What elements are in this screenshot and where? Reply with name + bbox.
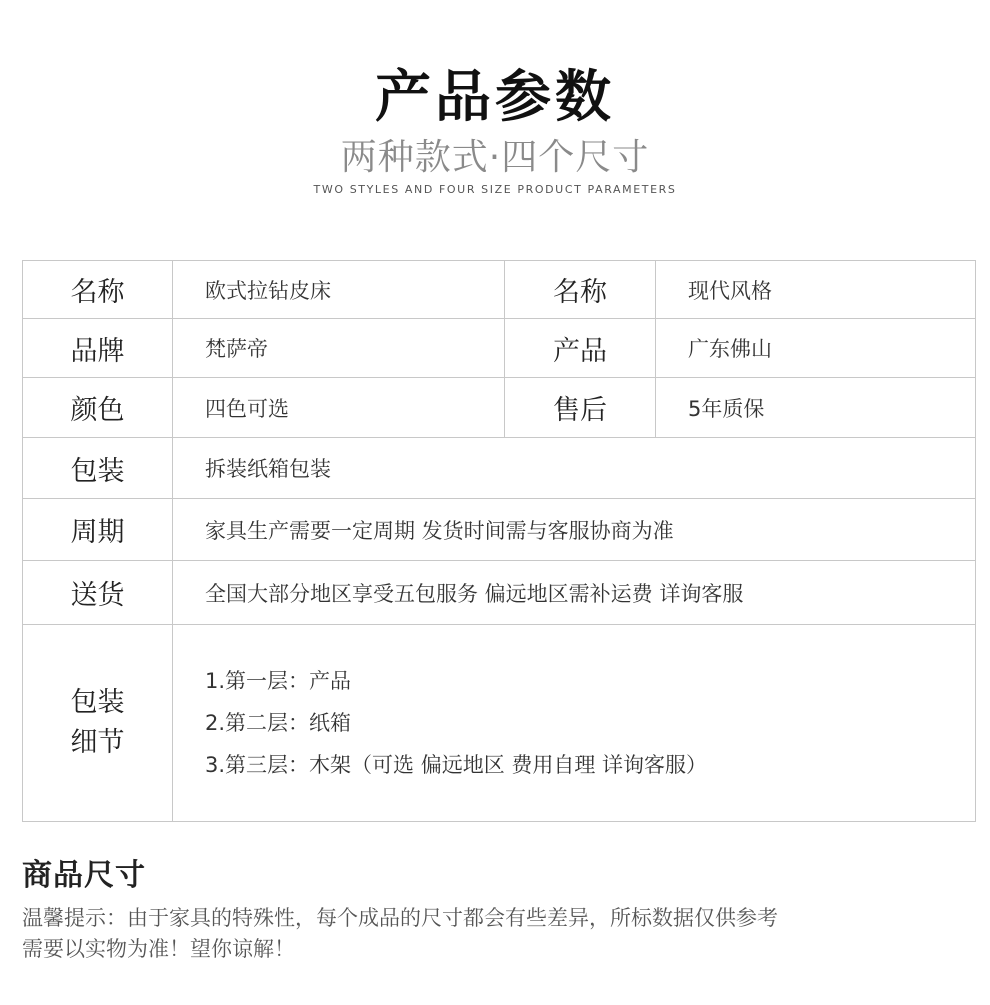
label-origin: 产品 bbox=[505, 319, 656, 378]
table-row bbox=[23, 561, 976, 625]
value-product-name: 欧式拉钻皮床 bbox=[173, 261, 505, 319]
notice-line: 需要以实物为准！望你谅解！ bbox=[22, 937, 295, 961]
value-color: 四色可选 bbox=[173, 378, 505, 438]
list-item: 2.第二层：纸箱 bbox=[205, 711, 352, 735]
label-color: 颜色 bbox=[23, 378, 173, 438]
value-origin: 广东佛山 bbox=[656, 319, 976, 378]
value-after-sales: 5年质保 bbox=[656, 378, 976, 438]
label-packaging-details bbox=[23, 625, 173, 822]
label-line: 细节 bbox=[70, 727, 125, 758]
label-after-sales: 售后 bbox=[505, 378, 656, 438]
value-delivery: 全国大部分地区享受五包服务 偏远地区需补运费 详询客服 bbox=[173, 561, 976, 625]
label-lead-time: 周期 bbox=[23, 499, 173, 561]
parameters-table bbox=[22, 260, 976, 822]
value-brand: 梵萨帝 bbox=[173, 319, 505, 378]
page-subtitle: 两种款式·四个尺寸 bbox=[340, 137, 650, 178]
label-delivery: 送货 bbox=[23, 561, 173, 625]
table-row bbox=[23, 319, 976, 378]
size-section-title: 商品尺寸 bbox=[22, 858, 146, 893]
list-item: 3.第三层：木架（可选 偏远地区 费用自理 详询客服） bbox=[205, 753, 708, 777]
table-row bbox=[23, 261, 976, 319]
list-item: 1.第一层：产品 bbox=[205, 669, 352, 693]
table-row bbox=[23, 499, 976, 561]
label-line: 包装 bbox=[70, 687, 125, 718]
notice-line: 温馨提示：由于家具的特殊性，每个成品的尺寸都会有些差异，所标数据仅供参考 bbox=[22, 906, 778, 930]
table-row bbox=[23, 625, 976, 822]
value-packaging: 拆装纸箱包装 bbox=[173, 438, 976, 499]
value-lead-time: 家具生产需要一定周期 发货时间需与客服协商为准 bbox=[173, 499, 976, 561]
label-brand: 品牌 bbox=[23, 319, 173, 378]
label-packaging: 包装 bbox=[23, 438, 173, 499]
value-packaging-details bbox=[173, 625, 976, 822]
page-title: 产品参数 bbox=[375, 64, 615, 130]
table-row bbox=[23, 378, 976, 438]
table-row bbox=[23, 438, 976, 499]
label-style-name: 名称 bbox=[505, 261, 656, 319]
size-notice bbox=[22, 903, 962, 965]
english-caption: TWO STYLES AND FOUR SIZE PRODUCT PARAMETERS bbox=[313, 183, 677, 196]
value-style: 现代风格 bbox=[656, 261, 976, 319]
packaging-layers-list bbox=[205, 660, 975, 786]
label-name: 名称 bbox=[23, 261, 173, 319]
